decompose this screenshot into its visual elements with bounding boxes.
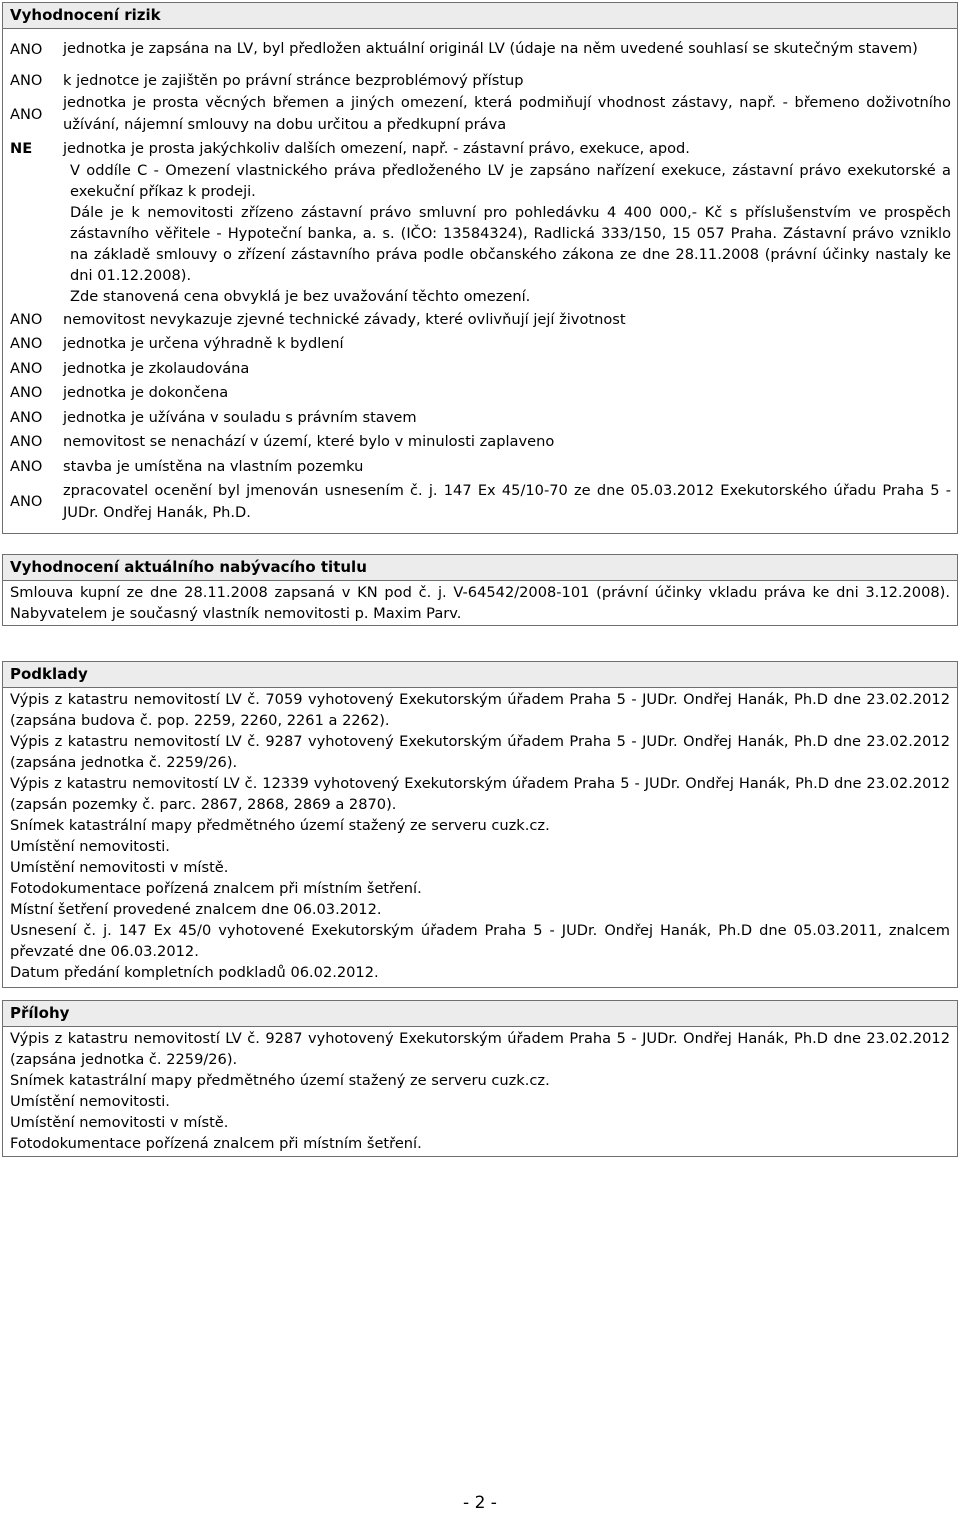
risk-row	[3, 332, 957, 357]
attachments-title: Přílohy	[3, 1001, 957, 1027]
risk-note: Zde stanovená cena obvyklá je bez uvažování těchto omezení.	[70, 288, 531, 305]
acquisition-title-section	[2, 554, 958, 626]
attachments-section	[2, 1000, 958, 1157]
documents-list	[3, 688, 957, 987]
risk-row-code: ANO	[10, 335, 43, 353]
documents-item: Výpis z katastru nemovitostí LV č. 12339 vyhotovený Exekutorským úřadem Praha 5 - JUDr. Ondřej Hanák, Ph.D dne 23.02.2012 (zapsán pozemky č. parc. 2867, 2868, 2869 a 2870).	[10, 775, 950, 813]
risk-row-text: jednotka je prosta jakýchkoliv dalších omezení, např. - zástavní právo, exekuce, apod.	[63, 139, 690, 157]
page-number: - 2 -	[463, 1493, 497, 1513]
attachments-item: Snímek katastrální mapy předmětného území stažený ze serveru cuzk.cz.	[10, 1072, 550, 1089]
documents-item: Snímek katastrální mapy předmětného území stažený ze serveru cuzk.cz.	[10, 817, 550, 834]
risk-notes	[3, 160, 957, 307]
documents-title: Podklady	[3, 662, 957, 688]
documents-item: Fotodokumentace pořízená znalcem při místním šetření.	[10, 880, 422, 897]
risk-evaluation-section	[2, 2, 958, 534]
attachments-item: Umístění nemovitosti.	[10, 1093, 170, 1110]
attachments-list	[3, 1027, 957, 1158]
risk-row	[3, 92, 957, 136]
documents-item: Usnesení č. j. 147 Ex 45/0 vyhotovené Exekutorským úřadem Praha 5 - JUDr. Ondřej Hanák, Ph.D dne 05.03.2011, znalcem převzaté dne 06.03.2012.	[10, 922, 950, 960]
risk-row-text: jednotka je určena výhradně k bydlení	[63, 335, 344, 353]
acquisition-title-text: Smlouva kupní ze dne 28.11.2008 zapsaná v KN pod č. j. V-64542/2008-101 (právní účinky vkladu práva ke dni 3.12.2008). Nabyvatelem je současný vlastník nemovitosti p. Maxim Parv.	[10, 584, 950, 622]
attachments-item: Fotodokumentace pořízená znalcem při místním šetření.	[10, 1135, 422, 1152]
risk-row-text: jednotka je zapsána na LV, byl předložen aktuální originál LV (údaje na něm uvedené souhlasí se skutečným stavem)	[63, 40, 918, 57]
risk-row-code: ANO	[10, 408, 43, 426]
risk-row	[3, 136, 957, 160]
risk-row-text: nemovitost se nenachází v území, které bylo v minulosti zaplaveno	[63, 433, 555, 451]
risk-note: Dále je k nemovitosti zřízeno zástavní právo smluvní pro pohledávku 4 400 000,- Kč s příslušenstvím ve prospěch zástavního věřitele - Hypoteční banka, a. s. (IČO: 13584324), Radlická 333/150, 15 057 Praha. Zástavní právo vzniklo na základě smlouvy o zřízení zástavního práva podle občanského zákona ze dne 28.11.2008 (právní účinky nastaly ke dni 01.12.2008).	[70, 204, 951, 284]
risk-row-text: jednotka je zkolaudována	[63, 359, 250, 377]
risk-row	[3, 454, 957, 479]
risk-row-text: stavba je umístěna na vlastním pozemku	[63, 457, 364, 475]
risk-row-text: jednotka je dokončena	[63, 384, 229, 402]
documents-item: Výpis z katastru nemovitostí LV č. 7059 vyhotovený Exekutorským úřadem Praha 5 - JUDr. Ondřej Hanák, Ph.D dne 23.02.2012 (zapsána budova č. pop. 2259, 2260, 2261 a 2262).	[10, 691, 950, 729]
risk-row-code: ANO	[10, 72, 43, 89]
risk-row	[3, 29, 957, 69]
risk-row	[3, 430, 957, 455]
risk-row	[3, 356, 957, 381]
documents-item: Umístění nemovitosti.	[10, 838, 170, 855]
risk-note: V oddíle C - Omezení vlastnického práva předloženého LV je zapsáno nařízení exekuce, zástavní právo exekutorské a exekuční příkaz k prodeji.	[70, 162, 951, 200]
risk-row-text: jednotka je prosta věcných břemen a jiných omezení, která podmiňují vhodnost zástavy, např. - břemeno doživotního užívání, nájemní smlouvy na dobu určitou a předkupní práva	[63, 94, 951, 133]
risk-row-code: ANO	[10, 359, 43, 377]
documents-item: Datum předání kompletních podkladů 06.02.2012.	[10, 964, 379, 981]
risk-row-code: ANO	[10, 457, 43, 475]
risk-row-code: ANO	[10, 105, 43, 123]
risk-row-text: k jednotce je zajištěn po právní stránce bezproblémový přístup	[63, 72, 524, 89]
attachments-item: Umístění nemovitosti v místě.	[10, 1114, 229, 1131]
risk-row-code: ANO	[10, 310, 43, 328]
documents-item: Výpis z katastru nemovitostí LV č. 9287 vyhotovený Exekutorským úřadem Praha 5 - JUDr. Ondřej Hanák, Ph.D dne 23.02.2012 (zapsána jednotka č. 2259/26).	[10, 733, 950, 771]
documents-item: Umístění nemovitosti v místě.	[10, 859, 229, 876]
risk-row	[3, 405, 957, 430]
risk-row	[3, 381, 957, 406]
risk-row-text: nemovitost nevykazuje zjevné technické závady, které ovlivňují její životnost	[63, 310, 626, 328]
documents-item: Místní šetření provedené znalcem dne 06.03.2012.	[10, 901, 382, 918]
risk-row	[3, 479, 957, 525]
risk-row	[3, 69, 957, 92]
risk-row-code: ANO	[10, 493, 43, 510]
risk-row-code: ANO	[10, 384, 43, 402]
risk-row-text: zpracovatel ocenění byl jmenován usnesením č. j. 147 Ex 45/10-70 ze dne 05.03.2012 Exekutorského úřadu Praha 5 - JUDr. Ondřej Hanák, Ph.D.	[63, 481, 951, 521]
risk-row-code: ANO	[10, 433, 43, 451]
risk-row-text: jednotka je užívána v souladu s právním stavem	[63, 408, 417, 426]
risk-row	[3, 307, 957, 332]
risk-row-code: NE	[10, 139, 33, 157]
acquisition-title-heading: Vyhodnocení aktuálního nabývacího titulu	[3, 555, 957, 581]
documents-section	[2, 661, 958, 988]
risk-evaluation-title: Vyhodnocení rizik	[3, 3, 957, 29]
risk-row-code: ANO	[10, 40, 43, 58]
attachments-item: Výpis z katastru nemovitostí LV č. 9287 vyhotovený Exekutorským úřadem Praha 5 - JUDr. Ondřej Hanák, Ph.D dne 23.02.2012 (zapsána jednotka č. 2259/26).	[10, 1030, 950, 1068]
